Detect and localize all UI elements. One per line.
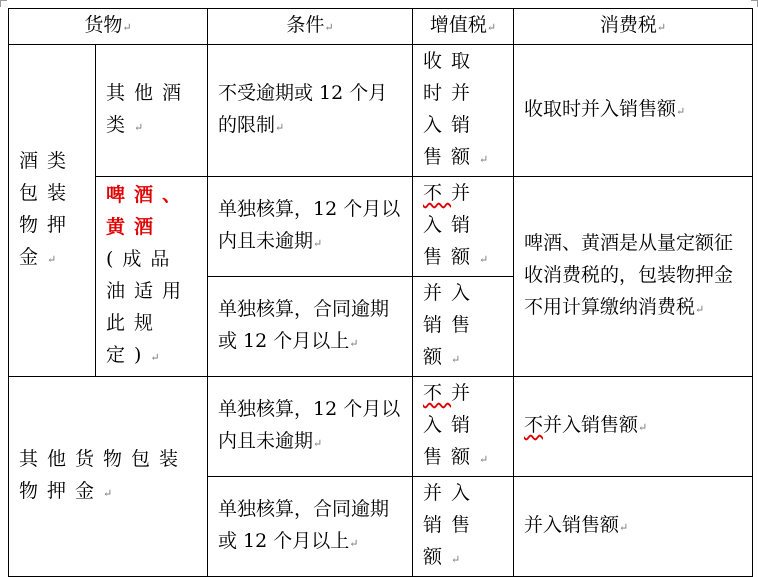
other-goods-condition-within: 单独核算，12 个月以内且未逾期↵ [208, 377, 413, 477]
header-row [9, 9, 753, 45]
other-goods-consumption-tax-within: 不并入销售额↵ [514, 377, 753, 477]
beer-wine-condition-overdue: 单独核算，合同逾期或 12 个月以上↵ [208, 277, 413, 377]
liquor-deposit-label: 酒类包装物押金↵ [9, 45, 96, 377]
other-liquor-condition: 不受逾期或 12 个月的限制↵ [208, 45, 413, 177]
packaging-deposit-tax-table [8, 8, 753, 577]
table-row [9, 45, 753, 177]
header-goods: 货物↵ [9, 9, 208, 45]
other-goods-consumption-tax-overdue: 并入销售额↵ [514, 477, 753, 577]
beer-wine-type: 啤酒、黄酒(成品油适用此规定)↵ [96, 177, 208, 377]
page-corner-mark [0, 0, 7, 7]
other-liquor-consumption-tax: 收取时并入销售额↵ [514, 45, 753, 177]
header-consumption-tax: 消费税↵ [514, 9, 753, 45]
beer-wine-vat-overdue: 并入销售额↵ [413, 277, 514, 377]
beer-wine-vat-within: 不并入销售额↵ [413, 177, 514, 277]
header-condition: 条件↵ [208, 9, 413, 45]
beer-wine-consumption-tax: 啤酒、黄酒是从量定额征收消费税的，包装物押金不用计算缴纳消费税↵ [514, 177, 753, 377]
table-row [9, 177, 753, 277]
other-goods-vat-overdue: 并入销售额↵ [413, 477, 514, 577]
other-goods-condition-overdue: 单独核算，合同逾期或 12 个月以上↵ [208, 477, 413, 577]
beer-wine-condition-within: 单独核算，12 个月以内且未逾期↵ [208, 177, 413, 277]
other-liquor-type: 其他酒类↵ [96, 45, 208, 177]
other-goods-vat-within: 不并入销售额↵ [413, 377, 514, 477]
page-corner-mark [751, 0, 758, 7]
other-liquor-vat: 收取时并入销售额↵ [413, 45, 514, 177]
header-vat: 增值税↵ [413, 9, 514, 45]
other-goods-deposit-label: 其他货物包装物押金↵ [9, 377, 208, 577]
table-row [9, 377, 753, 477]
